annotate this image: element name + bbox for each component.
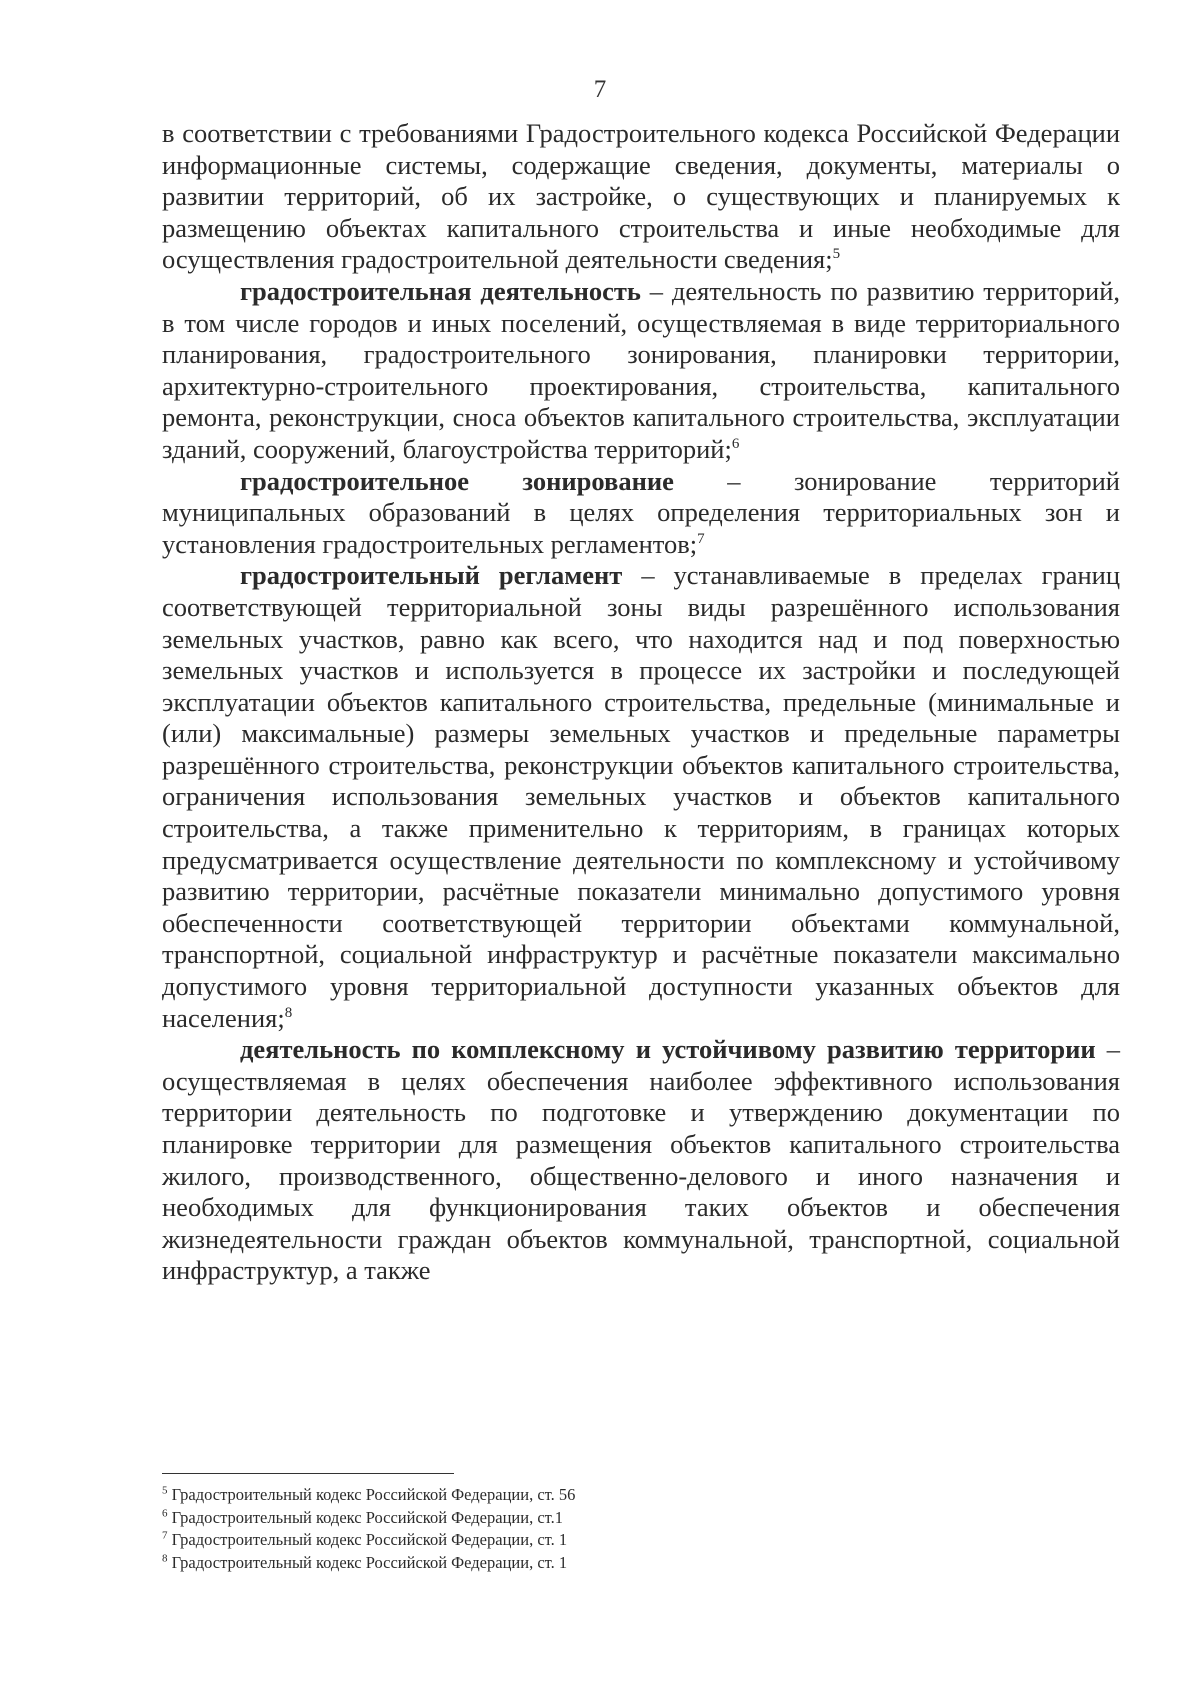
- footnote-text: Градостроительный кодекс Российской Федерации, ст. 1: [171, 1530, 568, 1549]
- footnote-text: Градостроительный кодекс Российской Федерации, ст.1: [171, 1507, 563, 1527]
- defined-term: градостроительный регламент: [240, 560, 623, 591]
- footnote-number: 5: [162, 1484, 168, 1497]
- footnote-ref: 8: [284, 1004, 293, 1021]
- paragraph-text: в соответствии с требованиями Градостроительного кодекса Российской Федерации информационные системы, содержащие сведения, документы, материалы о развитии территорий, об их застройке, о существующих и планируемых к размещению объектах капитального строительства и иные необходимые для осуществления градостроительной деятельности сведения;: [162, 118, 1120, 275]
- definition-text: – деятельность по развитию территорий, в том числе городов и иных поселений, осуществляемая в виде территориального планирования, градостроительного зонирования, планировки территории, архитектурно-строительного проектирования, строительства, капитального ремонта, реконструкции, сноса объектов капитального строительства, эксплуатации зданий, сооружений, благоустройства территорий;: [162, 275, 1121, 464]
- footnote-number: 6: [162, 1507, 168, 1519]
- definition-text: – зонирование территорий муниципальных образований в целях определения территориальных зон и установления градостроительных регламентов;: [162, 465, 1120, 559]
- defined-term: деятельность по комплексному и устойчивому развитию территории: [240, 1034, 1096, 1065]
- footnote-ref: 7: [697, 530, 705, 547]
- definition-paragraph: [162, 466, 1120, 561]
- definition-paragraph: [162, 276, 1120, 466]
- definition-paragraph: [162, 1034, 1120, 1287]
- footnote-ref: 6: [731, 436, 740, 453]
- footnote: [162, 1552, 1062, 1575]
- footnote: [162, 1484, 1062, 1507]
- footnote-text: Градостроительный кодекс Российской Федерации, ст. 56: [171, 1485, 576, 1504]
- definition-paragraph: [162, 560, 1120, 1034]
- footnote-text: Градостроительный кодекс Российской Федерации, ст. 1: [171, 1552, 568, 1572]
- definition-text: – осуществляемая в целях обеспечения наиболее эффективного использования территории деятельность по подготовке и утверждению документации по планировке территории для размещения объектов капитального строительства жилого, производственного, общественно-делового и иного назначения и необходимых для функционирования таких объектов и обеспечения жизнедеятельности граждан объектов коммунальной, транспортной, социальной инфраструктур, а также: [162, 1034, 1120, 1286]
- footnote-ref: 5: [832, 246, 841, 263]
- defined-term: градостроительное зонирование: [240, 465, 674, 496]
- footnote-separator: [162, 1473, 454, 1474]
- definition-text: – устанавливаемые в пределах границ соответствующей территориальной зоны виды разрешённого использования земельных участков, равно как всего, что находится над и под поверхностью земельных участков и используется в процессе их застройки и последующей эксплуатации объектов капитального строительства, предельные (минимальные и (или) максимальные) размеры земельных участков и предельные параметры разрешённого строительства, реконструкции объектов капитального строительства, ограничения использования земельных участков и объектов капитального строительства, а также применительно к территориям, в границах которых предусматривается осуществление деятельности по комплексному и устойчивому развитию территории, расчётные показатели минимально допустимого уровня обеспеченности соответствующей территории объектами коммунальной, транспортной, социальной инфраструктур и расчётные показатели максимально допустимого уровня территориальной доступности указанных объектов для населения;: [162, 560, 1121, 1033]
- paragraph-continuation: [162, 118, 1120, 276]
- document-body: [162, 118, 1120, 1287]
- footnote: [162, 1507, 1062, 1530]
- defined-term: градостроительная деятельность: [240, 275, 641, 306]
- footnote: [162, 1529, 1062, 1552]
- footnote-number: 7: [162, 1529, 168, 1542]
- footnote-number: 8: [162, 1552, 168, 1564]
- footnotes: [162, 1484, 1062, 1574]
- page-number: 7: [593, 76, 607, 103]
